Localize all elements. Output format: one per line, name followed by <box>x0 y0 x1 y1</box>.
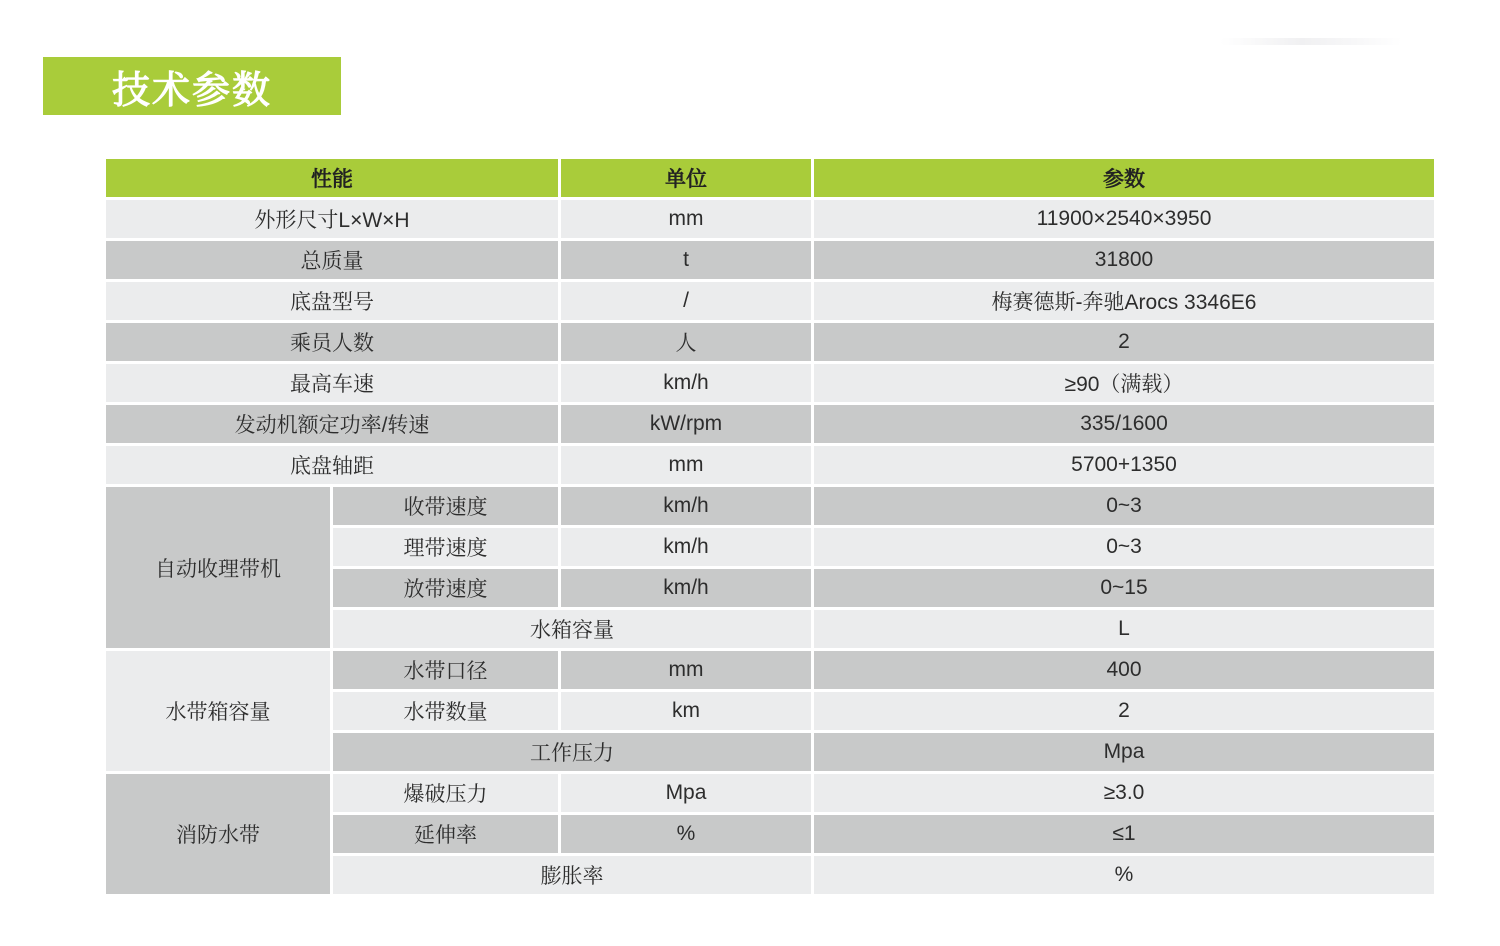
spec-unit-cell: L <box>814 610 1434 648</box>
spec-unit-cell: / <box>561 282 811 320</box>
spec-label-cell: 底盘型号 <box>106 282 558 320</box>
table-row <box>106 651 1437 689</box>
table-row <box>106 241 1437 279</box>
spec-unit-cell: 人 <box>561 323 811 361</box>
spec-unit-cell: km/h <box>561 528 811 566</box>
spec-group-cell: 消防水带 <box>106 774 330 894</box>
spec-label-cell: 工作压力 <box>333 733 811 771</box>
table-row <box>106 200 1437 238</box>
spec-unit-cell: Mpa <box>561 774 811 812</box>
spec-label-cell: 底盘轴距 <box>106 446 558 484</box>
table-row <box>106 364 1437 402</box>
spec-label-cell: 总质量 <box>106 241 558 279</box>
spec-label-cell: 外形尺寸L×W×H <box>106 200 558 238</box>
spec-value-cell: 400 <box>814 651 1434 689</box>
spec-value-cell: 梅赛德斯-奔驰Arocs 3346E6 <box>814 282 1434 320</box>
spec-label-cell: 水箱容量 <box>333 610 811 648</box>
spec-label-cell: 理带速度 <box>333 528 558 566</box>
table-row <box>106 282 1437 320</box>
spec-label-cell: 爆破压力 <box>333 774 558 812</box>
table-row <box>106 446 1437 484</box>
spec-unit-cell: km/h <box>561 487 811 525</box>
spec-label-cell: 放带速度 <box>333 569 558 607</box>
spec-unit-cell: km/h <box>561 364 811 402</box>
spec-label-cell: 膨胀率 <box>333 856 811 894</box>
spec-value-cell: 5700+1350 <box>814 446 1434 484</box>
spec-value-cell: 31800 <box>814 241 1434 279</box>
spec-unit-cell: mm <box>561 651 811 689</box>
spec-unit-cell: km/h <box>561 569 811 607</box>
spec-label-cell: 水带口径 <box>333 651 558 689</box>
spec-unit-cell: Mpa <box>814 733 1434 771</box>
spec-value-cell: 2 <box>814 323 1434 361</box>
page-title: 技术参数 <box>43 57 341 115</box>
spec-label-cell: 延伸率 <box>333 815 558 853</box>
spec-value-cell: 0~15 <box>814 569 1434 607</box>
spec-label-cell: 乘员人数 <box>106 323 558 361</box>
spec-table-body <box>106 200 1437 894</box>
column-header-unit: 单位 <box>561 159 811 197</box>
scan-artifact <box>1220 38 1402 45</box>
spec-label-cell: 发动机额定功率/转速 <box>106 405 558 443</box>
spec-unit-cell: mm <box>561 200 811 238</box>
spec-label-cell: 最高车速 <box>106 364 558 402</box>
spec-value-cell: ≤1 <box>814 815 1434 853</box>
table-row <box>106 487 1437 525</box>
spec-unit-cell: % <box>814 856 1434 894</box>
spec-unit-cell: km <box>561 692 811 730</box>
spec-value-cell: ≥3.0 <box>814 774 1434 812</box>
table-row <box>106 323 1437 361</box>
spec-group-cell: 水带箱容量 <box>106 651 330 771</box>
spec-value-cell: ≥90（满载） <box>814 364 1434 402</box>
spec-value-cell: 2 <box>814 692 1434 730</box>
spec-label-cell: 收带速度 <box>333 487 558 525</box>
spec-label-cell: 水带数量 <box>333 692 558 730</box>
spec-value-cell: 335/1600 <box>814 405 1434 443</box>
spec-value-cell: 0~3 <box>814 487 1434 525</box>
spec-value-cell: 0~3 <box>814 528 1434 566</box>
column-header-performance: 性能 <box>106 159 558 197</box>
spec-table <box>103 156 1440 897</box>
spec-unit-cell: t <box>561 241 811 279</box>
spec-unit-cell: % <box>561 815 811 853</box>
header-row <box>106 159 1437 197</box>
spec-group-cell: 自动收理带机 <box>106 487 330 648</box>
table-row <box>106 405 1437 443</box>
column-header-parameter: 参数 <box>814 159 1434 197</box>
table-row <box>106 774 1437 812</box>
spec-unit-cell: mm <box>561 446 811 484</box>
spec-value-cell: 11900×2540×3950 <box>814 200 1434 238</box>
spec-unit-cell: kW/rpm <box>561 405 811 443</box>
